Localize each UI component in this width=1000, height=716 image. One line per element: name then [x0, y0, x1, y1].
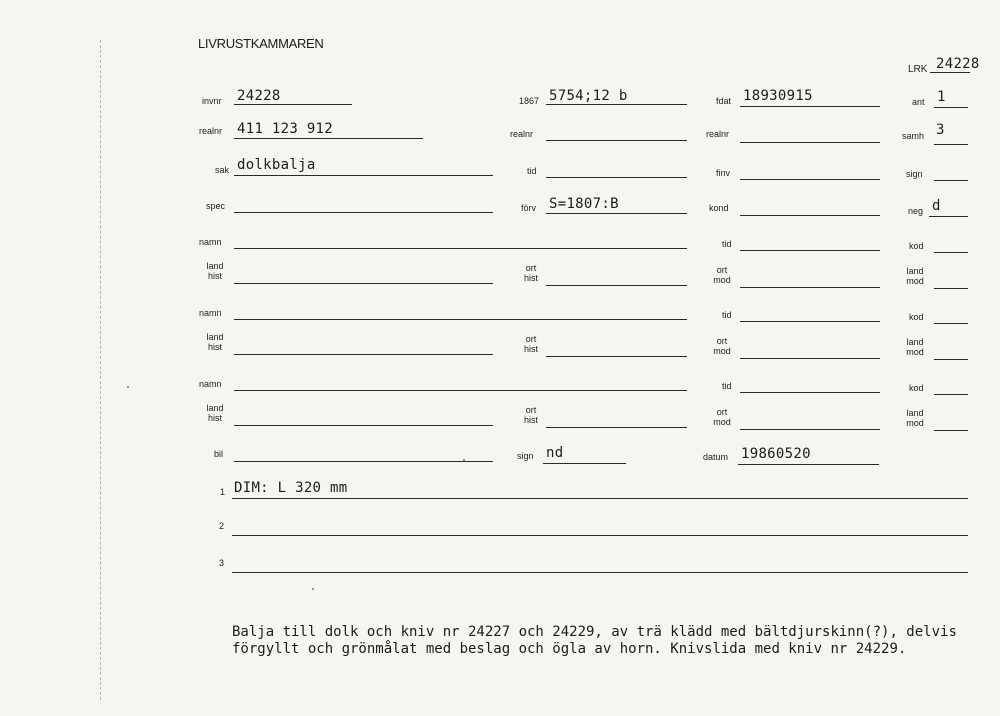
value-realnr: 411 123 912 [237, 121, 334, 137]
label-mod: mod [713, 346, 731, 356]
label-realnr-1: realnr [199, 126, 223, 136]
label-fdat: fdat [716, 96, 732, 106]
line-ort-hist-3 [546, 427, 687, 428]
label-land: land [206, 332, 224, 342]
label-finv: finv [716, 168, 731, 178]
label-ort: ort [525, 334, 537, 344]
label-realnr-3: realnr [706, 129, 730, 139]
label-land: land [906, 337, 924, 347]
label-land-mod-1 [900, 266, 930, 286]
label-tid-2: tid [722, 239, 732, 249]
line-sak [234, 175, 493, 176]
label-mod: mod [713, 275, 731, 285]
label-land: land [206, 403, 224, 413]
line-ort-mod-3 [740, 429, 880, 430]
line-land-mod-3 [934, 430, 968, 431]
label-land-mod-3 [900, 408, 930, 428]
label-sign-2: sign [517, 451, 534, 461]
value-neg: d [932, 198, 941, 214]
label-land: land [906, 266, 924, 276]
label-namn-3: namn [199, 379, 222, 389]
label-mod: mod [906, 347, 924, 357]
label-tid-1: tid [527, 166, 537, 176]
line-ort-hist-2 [546, 356, 687, 357]
label-ort: ort [716, 265, 728, 275]
line-realnr-1 [234, 138, 423, 139]
label-sign-1: sign [906, 169, 923, 179]
line-namn-3 [234, 390, 687, 391]
label-kod-1: kod [909, 241, 924, 251]
line-kod-1 [934, 252, 968, 253]
line-ort-mod-1 [740, 287, 880, 288]
label-datum: datum [703, 452, 729, 462]
speck [127, 386, 129, 388]
lrk-line [930, 72, 970, 73]
institution-title: LIVRUSTKAMMAREN [198, 36, 324, 51]
label-ort-mod-1 [707, 265, 737, 285]
speck [312, 588, 314, 590]
line-kod-2 [934, 323, 968, 324]
value-datum: 19860520 [741, 446, 811, 462]
label-land: land [206, 261, 224, 271]
label-hist: hist [207, 413, 222, 423]
label-ort-mod-2 [707, 336, 737, 356]
label-ant: ant [912, 97, 925, 107]
line-ort-mod-2 [740, 358, 880, 359]
value-samh: 3 [936, 122, 945, 138]
label-land-hist-2 [200, 332, 230, 352]
line-1 [232, 498, 968, 499]
label-mod: mod [906, 418, 924, 428]
label-ort-hist-3 [516, 405, 546, 425]
label-ort: ort [525, 263, 537, 273]
label-ort-hist-2 [516, 334, 546, 354]
label-spec: spec [206, 201, 226, 211]
line-realnr-2 [546, 140, 687, 141]
label-mod: mod [906, 276, 924, 286]
line-ort-hist-1 [546, 285, 687, 286]
line-land-hist-3 [234, 425, 493, 426]
line-neg [929, 216, 968, 217]
label-ort-mod-3 [707, 407, 737, 427]
label-kod-3: kod [909, 383, 924, 393]
line-spec [234, 212, 493, 213]
line-sign-1 [934, 180, 968, 181]
value-sak: dolkbalja [237, 157, 316, 173]
value-ant: 1 [937, 89, 946, 105]
label-mod: mod [713, 417, 731, 427]
line-namn-1 [234, 248, 687, 249]
label-line-2: 2 [219, 521, 225, 531]
line-ant [934, 107, 968, 108]
label-bil: bil [214, 449, 224, 459]
label-neg: neg [908, 206, 924, 216]
label-line-1: 1 [220, 487, 226, 497]
line-land-mod-2 [934, 359, 968, 360]
value-invnr: 24228 [237, 88, 281, 104]
label-kod-2: kod [909, 312, 924, 322]
value-bil-sign: nd [546, 445, 564, 461]
line-3 [232, 572, 968, 573]
line-land-hist-2 [234, 354, 493, 355]
label-ort: ort [716, 407, 728, 417]
line-fdat [740, 106, 880, 107]
lrk-value: 24228 [936, 56, 980, 72]
line-tid-2 [740, 250, 880, 251]
label-hist: hist [523, 344, 538, 354]
value-fdat: 18930915 [743, 88, 813, 104]
label-hist: hist [207, 271, 222, 281]
object-description: Balja till dolk och kniv nr 24227 och 24229, av trä klädd med bältdjurskinn(?), delvis förgyllt och grönmålat med beslag och ögla av horn. Knivslida med kniv nr 24229. [232, 624, 957, 657]
label-invnr: invnr [202, 96, 222, 106]
binder-edge [100, 40, 111, 700]
line-samh [934, 144, 968, 145]
line-forv [546, 213, 687, 214]
label-hist: hist [523, 273, 538, 283]
label-hist: hist [523, 415, 538, 425]
label-tid-4: tid [722, 381, 732, 391]
label-kond: kond [709, 203, 729, 213]
line-kod-3 [934, 394, 968, 395]
label-tid-3: tid [722, 310, 732, 320]
label-land-mod-2 [900, 337, 930, 357]
line-kond [740, 215, 880, 216]
label-ort: ort [525, 405, 537, 415]
line-land-hist-1 [234, 283, 493, 284]
lrk-label: LRK [908, 64, 928, 75]
label-namn-2: namn [199, 308, 222, 318]
line-land-mod-1 [934, 288, 968, 289]
label-sak: sak [215, 165, 230, 175]
line-bil [234, 461, 493, 462]
label-realnr-2: realnr [510, 129, 534, 139]
value-forv: S=1807:B [549, 196, 619, 212]
label-namn-1: namn [199, 237, 222, 247]
label-samh: samh [902, 131, 925, 141]
line-2 [232, 535, 968, 536]
label-ort: ort [716, 336, 728, 346]
line-tid-4 [740, 392, 880, 393]
label-land: land [906, 408, 924, 418]
line-finv [740, 179, 880, 180]
line-tid-1 [546, 177, 687, 178]
line-namn-2 [234, 319, 687, 320]
label-hist: hist [207, 342, 222, 352]
value-1867: 5754;12 b [549, 88, 628, 104]
line-1867 [546, 104, 687, 105]
line-realnr-3 [740, 142, 880, 143]
line-bil-sign [543, 463, 626, 464]
label-land-hist-1 [200, 261, 230, 281]
line-invnr [234, 104, 352, 105]
label-line-3: 3 [219, 558, 225, 568]
line-datum [738, 464, 879, 465]
label-land-hist-3 [200, 403, 230, 423]
label-1867: 1867 [519, 96, 540, 106]
value-line-1: DIM: L 320 mm [234, 480, 348, 496]
label-ort-hist-1 [516, 263, 546, 283]
line-tid-3 [740, 321, 880, 322]
label-forv: förv [521, 203, 537, 213]
